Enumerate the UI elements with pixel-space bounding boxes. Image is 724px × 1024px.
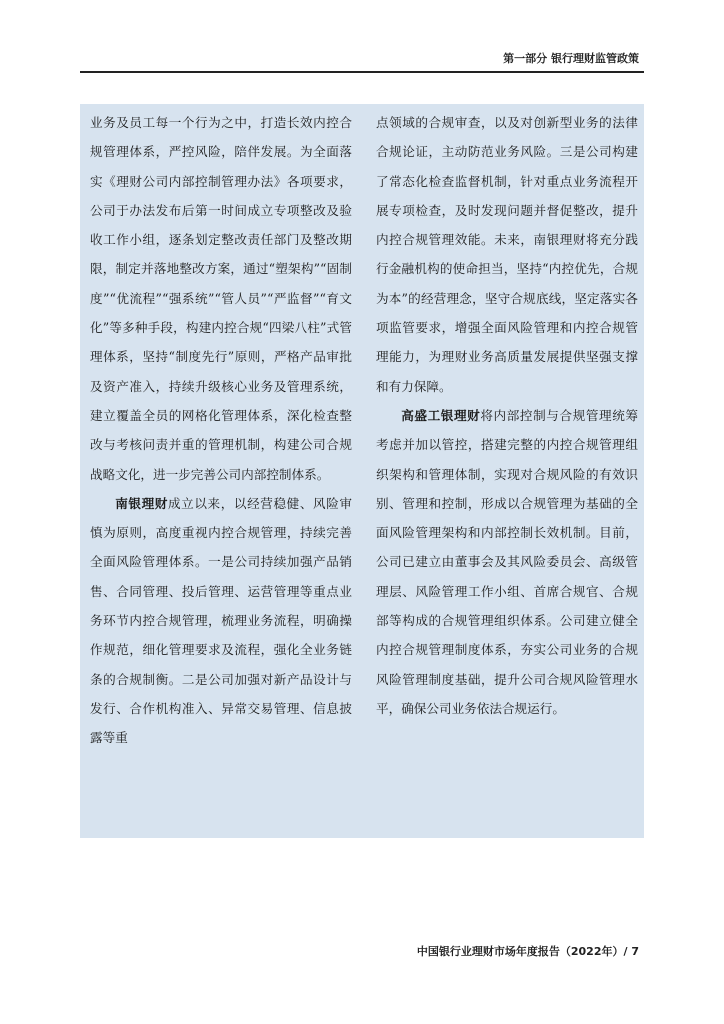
left-paragraph-1: 业务及员工每一个行为之中，打造长效内控合规管理体系，严控风险，陪伴发展。为全面落实《理财公司内部控制管理办法》各项要求，公司于办法发布后第一时间成立专项整改及验收工作小组，逐条划定整改责任部门及整改期限，制定并落地整改方案，通过“塑架构”“固制度”“优流程”“强系统”“管人员”“严监督”“育文化”等多种手段，构建内控合规“四梁八柱”式管理体系，坚持“制度先行”原则，严格产品审批及资产准入，持续升级核心业务及管理系统，建立覆盖全员的网格化管理体系，深化检查整改与考核问责并重的管理机制，构建公司合规战略文化，进一步完善公司内部控制体系。 (90, 115, 352, 482)
page-footer: 中国银行业理财市场年度报告（2022年）/ 7 (416, 945, 639, 958)
right-paragraph-2-body: 将内部控制与合规管理统筹考虑并加以管控，搭建完整的内控合规管理组织架构和管理体制，实现对合规风险的有效识别、管理和控制，形成以合规管理为基础的全面风险管理架构和内部控制长效机制。目前，公司已建立由董事会及其风险委员会、高级管理层、风险管理工作小组、首席合规官、合规部等构成的合规管理组织体系。公司建立健全内控合规管理制度体系，夯实公司业务的合规风险管理制度基础，提升公司合规风险管理水平，确保公司业务依法合规运行。 (376, 407, 639, 716)
company-name-gaosheng: 高盛工银理财 (401, 407, 481, 423)
left-paragraph-2-body: 成立以来，以经营稳健、风险审慎为原则，高度重视内控合规管理，持续完善全面风险管理体系。一是公司持续加强产品销售、合同管理、投后管理、运营管理等重点业务环节内控合规管理，梳理业务流程，明确操作规范，细化管理要求及流程，强化全业务链条的合规制衡。二是公司加强对新产品设计与发行、合作机构准入、异常交易管理、信息披露等重 (90, 495, 353, 746)
right-paragraph-2 (376, 401, 638, 723)
header-rule (80, 71, 644, 73)
right-paragraph-1: 点领域的合规审查，以及对创新型业务的法律合规论证，主动防范业务风险。三是公司构建了常态化检查监督机制，针对重点业务流程开展专项检查，及时发现问题并督促整改，提升内控合规管理效能。未来，南银理财将充分践行金融机构的使命担当，坚持“内控优先，合规为本”的经营理念，坚守合规底线，坚定落实各项监管要求，增强全面风险管理和内控合规管理能力，为理财业务高质量发展提供坚强支撑和有力保障。 (376, 115, 638, 394)
right-column (376, 108, 638, 723)
left-paragraph-2 (90, 489, 352, 753)
running-header: 第一部分 银行理财监管政策 (503, 52, 639, 65)
company-name-nanyin: 南银理财 (115, 495, 168, 511)
left-column (90, 108, 352, 753)
